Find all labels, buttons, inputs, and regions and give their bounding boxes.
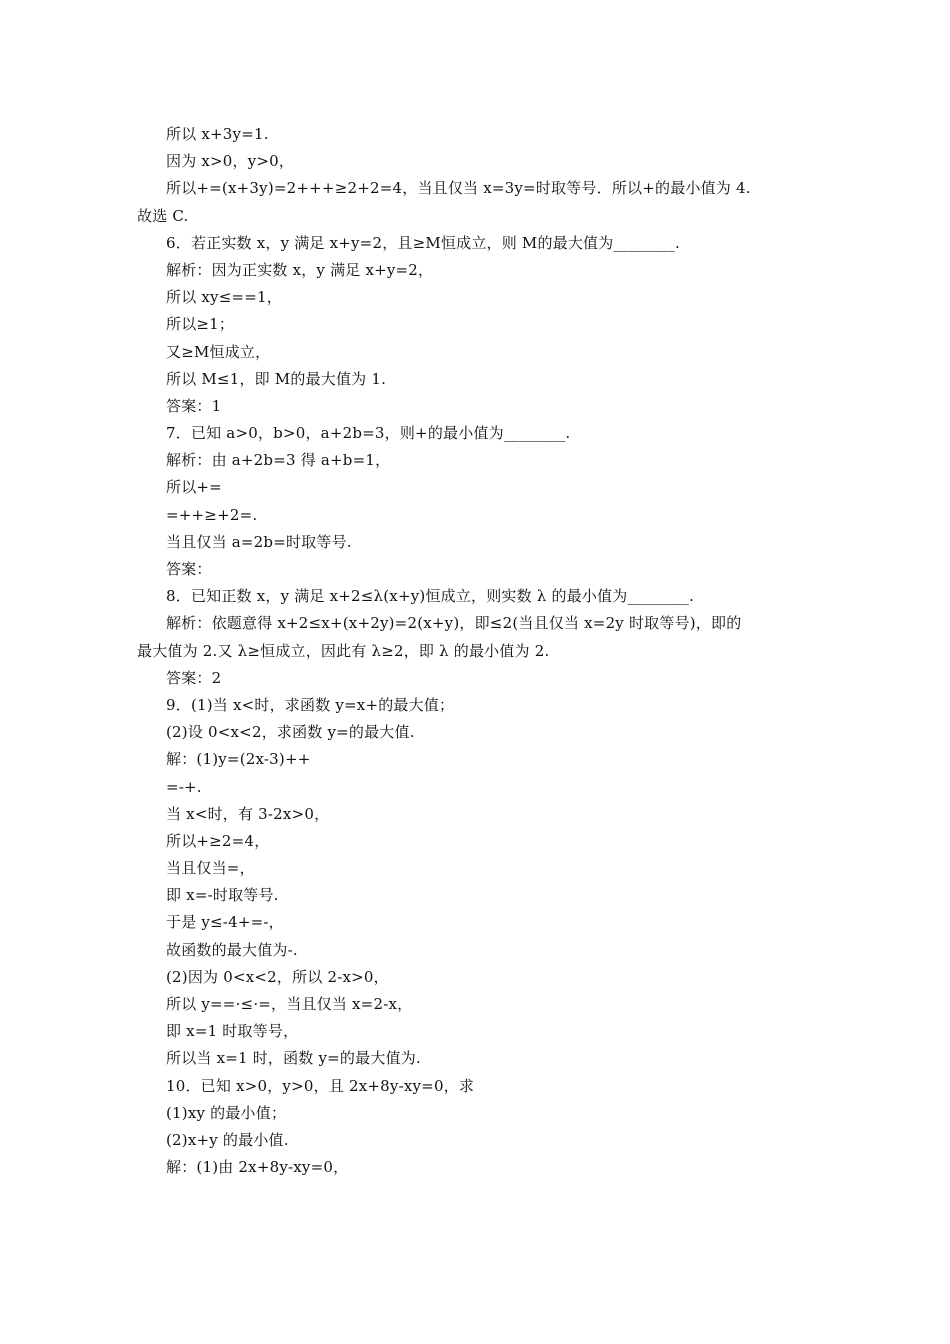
text-line: 答案：: [166, 560, 212, 578]
text-line: 所以+≥2=4，: [166, 831, 270, 850]
text-line: (2)设 0<x<2，求函数 y=的最大值.: [166, 723, 415, 742]
text-line: 所以当 x=1 时，函数 y=的最大值为.: [166, 1049, 421, 1068]
text-line: 7．已知 a>0，b>0，a+2b=3，则+的最小值为________.: [166, 424, 571, 443]
text-line: (2)x+y 的最小值.: [166, 1130, 289, 1149]
text-line: 即 x=-时取等号.: [166, 886, 279, 905]
text-line: 9．(1)当 x<时，求函数 y=x+的最大值；: [166, 695, 455, 714]
text-line: 解：(1)由 2x+8y-xy=0，: [166, 1158, 349, 1177]
text-line: 所以≥1；: [166, 315, 235, 334]
text-line: 因为 x>0，y>0，: [166, 152, 295, 171]
text-line: 又≥M恒成立，: [166, 342, 271, 361]
text-line: 所以+=: [166, 478, 222, 497]
text-line: 所以 y==·≤·=，当且仅当 x=2-x，: [166, 995, 413, 1013]
text-line: 当且仅当=，: [166, 859, 255, 878]
text-line: 解析：依题意得 x+2≤x+(x+2y)=2(x+y)，即≤2(当且仅当 x=2y 时取等号)，即的: [166, 614, 742, 633]
text-line: 即 x=1 时取等号，: [166, 1022, 299, 1041]
text-line: 解：(1)y=(2x-3)++: [166, 750, 311, 769]
text-line: 所以 x+3y=1.: [166, 125, 269, 143]
document-body: [137, 121, 816, 1181]
text-line: 当 x<时，有 3-2x>0，: [166, 804, 330, 823]
text-line: 于是 y≤-4+=-，: [166, 913, 284, 932]
text-line: 最大值为 2.又 λ≥恒成立，因此有 λ≥2，即 λ 的最小值为 2.: [137, 641, 550, 660]
text-line: 故选 C.: [137, 206, 189, 225]
text-line: 解析：因为正实数 x，y 满足 x+y=2，: [166, 260, 434, 279]
text-line: 所以+=(x+3y)=2+++≥2+2=4，当且仅当 x=3y=时取等号．所以+的最小值为 4.: [166, 179, 751, 198]
text-line: 6．若正实数 x，y 满足 x+y=2，且≥M恒成立，则 M的最大值为________.: [166, 233, 681, 252]
text-line: 故函数的最大值为-.: [166, 940, 298, 959]
text-line: 答案：2: [166, 668, 222, 687]
text-line: =++≥+2=.: [166, 505, 258, 524]
text-line: 答案：1: [166, 396, 222, 415]
text-line: =-+.: [166, 777, 202, 796]
text-line: (2)因为 0<x<2，所以 2-x>0，: [166, 967, 389, 986]
text-line: (1)xy 的最小值；: [166, 1103, 287, 1122]
text-line: 10．已知 x>0，y>0，且 2x+8y-xy=0，求: [166, 1076, 475, 1095]
text-line: 解析：由 a+2b=3 得 a+b=1，: [166, 451, 391, 470]
text-line: 所以 xy≤==1，: [166, 288, 282, 307]
text-line: 8．已知正数 x，y 满足 x+2≤λ(x+y)恒成立，则实数 λ 的最小值为________.: [166, 587, 695, 606]
text-line: 当且仅当 a=2b=时取等号.: [166, 532, 352, 551]
text-line: 所以 M≤1，即 M的最大值为 1.: [166, 369, 387, 388]
